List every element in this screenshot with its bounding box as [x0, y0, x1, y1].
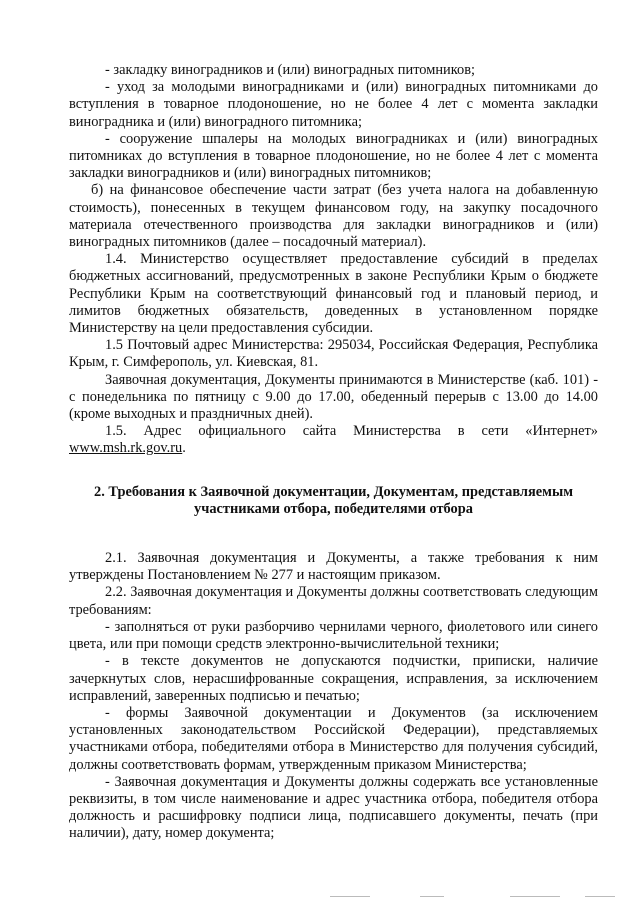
paragraph: - уход за молодыми виноградниками и (или) виноградных питомниками до вступления в товарное плодоношение, но не более 4 лет с момента закладки виноградника и (или) виноградного питомника;: [69, 79, 598, 130]
section-2-text: [69, 550, 598, 842]
paragraph: - Заявочная документация и Документы должны содержать все установленные реквизиты, в том числе наименование и адрес участника отбора, победителя отбора должность и расшифровку подписи лица, подписавшего документы, печать (при наличии), дату, номер документа;: [69, 773, 598, 842]
paragraph: - заполняться от руки разборчиво чернилами черного, фиолетового или синего цвета, или при помощи средств электронно-вычислительной техники;: [69, 618, 598, 653]
scan-artifact: [330, 896, 620, 900]
section-1-text: [69, 62, 598, 423]
section-2-heading: 2. Требования к Заявочной документации, Документам, представляемым участниками отбора, победителями отбора: [94, 483, 573, 517]
website-tail: .: [182, 440, 186, 457]
website-text: 1.5. Адрес официального сайта Министерства в сети «Интернет»: [105, 423, 598, 440]
document-page: [69, 62, 598, 843]
paragraph: б) на финансовое обеспечение части затрат (без учета налога на добавленную стоимость), понесенных в текущем финансовом году, на закупку посадочного материала отечественного производства для закладки виноградников и (или) виноградных питомников (далее – посадочный материал).: [69, 182, 598, 251]
website-paragraph: [69, 423, 598, 457]
paragraph: 1.4. Министерство осуществляет предоставление субсидий в пределах бюджетных ассигнований, предусмотренных в законе Республики Крым о бюджете Республики Крым на соответствующий финансовый год и плановый период, и лимитов бюджетных обязательств, доведенных в установленном порядке Министерству на цели предоставления субсидии.: [69, 251, 598, 337]
website-link[interactable]: www.msh.rk.gov.ru: [69, 440, 183, 457]
paragraph: - закладку виноградников и (или) виноградных питомников;: [105, 62, 475, 78]
paragraph: Заявочная документация, Документы принимаются в Министерстве (каб. 101) - с понедельника по пятницу с 9.00 до 17.00, обеденный перерыв с 13.00 до 14.00 (кроме выходных и праздничных дней).: [69, 371, 598, 423]
paragraph: - сооружение шпалеры на молодых виноградниках и (или) виноградных питомниках до вступления в товарное плодоношение, но не более 4 лет с момента закладки виноградников и (или) виноградных питомников;: [69, 130, 598, 182]
paragraph: 2.1. Заявочная документация и Документы, а также требования к ним утверждены Постановлением № 277 и настоящим приказом.: [69, 550, 598, 584]
paragraph: 2.2. Заявочная документация и Документы должны соответствовать следующим требованиям:: [69, 584, 598, 618]
paragraph: 1.5 Почтовый адрес Министерства: 295034, Российская Федерация, Республика Крым, г. Симферополь, ул. Киевская, 81.: [69, 337, 598, 371]
paragraph: - в тексте документов не допускаются подчистки, приписки, наличие зачеркнутых слов, нерасшифрованные сокращения, исправления, за исключением исправлений, заверенных подписью и печатью;: [69, 653, 598, 704]
paragraph: - формы Заявочной документации и Документов (за исключением установленных законодательством Российской Федерации), представляемых участниками отбора, победителями отбора в Министерство для получения субсидий, должны соответствовать формам, утвержденным приказом Министерства;: [69, 704, 598, 773]
